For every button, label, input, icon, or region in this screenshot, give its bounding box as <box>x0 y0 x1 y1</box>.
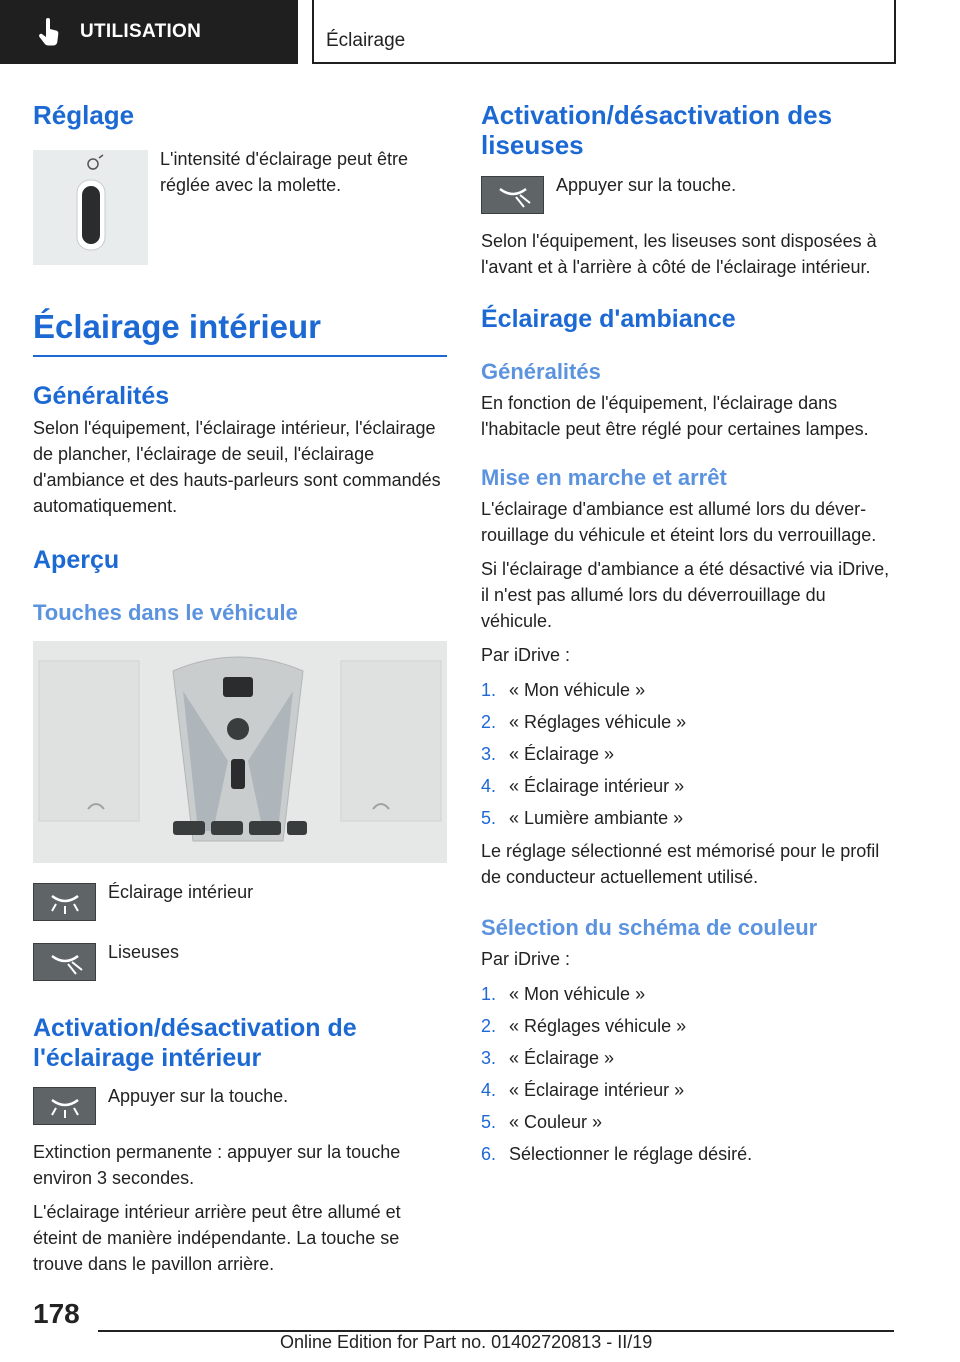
idrive-intro: Par iDrive : <box>481 645 571 665</box>
generalites-text: Selon l'équipement, l'éclairage intérieur, l'éclairage de plancher, l'éclairage de seuil, l'éclairage d'ambiance et des hauts-parleurs sont commandés automatiquement. <box>33 418 441 516</box>
page-number: 178 <box>33 1298 80 1329</box>
legend-label: Liseuses <box>108 942 180 962</box>
chapter-box <box>312 0 896 64</box>
reglage-figure-row <box>33 150 447 265</box>
touches-heading: Touches dans le véhicule <box>33 600 298 625</box>
reading-lights-text: Selon l'équipement, les liseuses sont disposées à l'avant et à l'arrière à côté de l'éclairage intérieur. <box>481 231 877 277</box>
section-tab <box>0 0 298 64</box>
list-item: 1. « Mon véhicule » <box>481 984 646 1004</box>
reglage-text: L'intensité d'éclairage peut être réglée avec la molette. <box>160 149 409 195</box>
activation-p2: L'éclairage intérieur arrière peut être allumé et éteint de manière indépendante. La touche se trouve dans le pavillon arrière. <box>33 1202 401 1274</box>
on-off-after: Le réglage sélectionné est mémorisé pour le profil de conducteur actuellement utilisé. <box>481 841 880 887</box>
ambient-lighting-heading: Éclairage d'ambiance <box>481 305 736 333</box>
activation-press-row <box>33 1087 447 1125</box>
generalites-heading: Généralités <box>33 382 170 410</box>
list-item: 4. « Éclairage intérieur » <box>481 776 685 796</box>
edition-footer: Online Edition for Part no. 01402720813 - II/19 <box>280 1332 653 1352</box>
press-button-text: Appuyer sur la touche. <box>108 1086 289 1106</box>
interior-light-icon <box>33 883 96 921</box>
list-item: 5. « Couleur » <box>481 1112 603 1132</box>
list-item: 3. « Éclairage » <box>481 1048 615 1068</box>
activation-p1: Extinction permanente : appuyer sur la touche environ 3 secondes. <box>33 1142 401 1188</box>
legend-row-reading <box>33 943 447 981</box>
chapter-title: Éclairage <box>326 30 406 51</box>
hand-pointer-icon <box>38 18 60 46</box>
ambient-generalites-text: En fonction de l'équipement, l'éclairage dans l'habitacle peut être réglé pour certaines lampes. <box>481 393 869 439</box>
reading-lights-heading: Activation/désactivation des liseuses <box>481 100 833 160</box>
list-item: 1. « Mon véhicule » <box>481 680 646 700</box>
apercu-heading: Aperçu <box>33 546 120 574</box>
reglage-heading: Réglage <box>33 100 135 130</box>
press-button-text: Appuyer sur la touche. <box>556 175 737 195</box>
left-column <box>33 100 447 1277</box>
list-item: 3. « Éclairage » <box>481 744 615 764</box>
legend-row-interior <box>33 883 447 921</box>
reading-light-icon <box>481 176 544 214</box>
ambient-generalites-heading: Généralités <box>481 359 601 384</box>
on-off-steps <box>481 674 895 834</box>
roof-console-image <box>33 641 447 863</box>
section-title: UTILISATION <box>80 21 202 42</box>
list-item: 6. Sélectionner le réglage désiré. <box>481 1144 753 1164</box>
dimmer-wheel-image <box>33 150 148 265</box>
list-item: 2. « Réglages véhicule » <box>481 712 687 732</box>
interior-lighting-title: Éclairage intérieur <box>33 307 447 357</box>
color-scheme-steps <box>481 978 895 1170</box>
activation-interior-heading: Activation/désactivation de l'éclairage intérieur <box>33 1014 357 1072</box>
color-scheme-heading: Sélection du schéma de couleur <box>481 915 818 940</box>
on-off-heading: Mise en marche et arrêt <box>481 465 727 490</box>
list-item: 5. « Lumière ambiante » <box>481 808 684 828</box>
legend-label: Éclairage intérieur <box>108 882 254 902</box>
list-item: 4. « Éclairage intérieur » <box>481 1080 685 1100</box>
list-item: 2. « Réglages véhicule » <box>481 1016 687 1036</box>
reading-light-icon <box>33 943 96 981</box>
idrive-intro: Par iDrive : <box>481 949 571 969</box>
interior-light-icon <box>33 1087 96 1125</box>
on-off-p2: Si l'éclairage d'ambiance a été désactivé via iDrive, il n'est pas allumé lors du déverrouillage du véhicule. <box>481 559 890 631</box>
reading-press-row <box>481 176 895 214</box>
right-column <box>481 100 895 1170</box>
on-off-p1: L'éclairage d'ambiance est allumé lors du déverrouillage du véhicule et éteint lors du verrouillage. <box>481 499 877 545</box>
